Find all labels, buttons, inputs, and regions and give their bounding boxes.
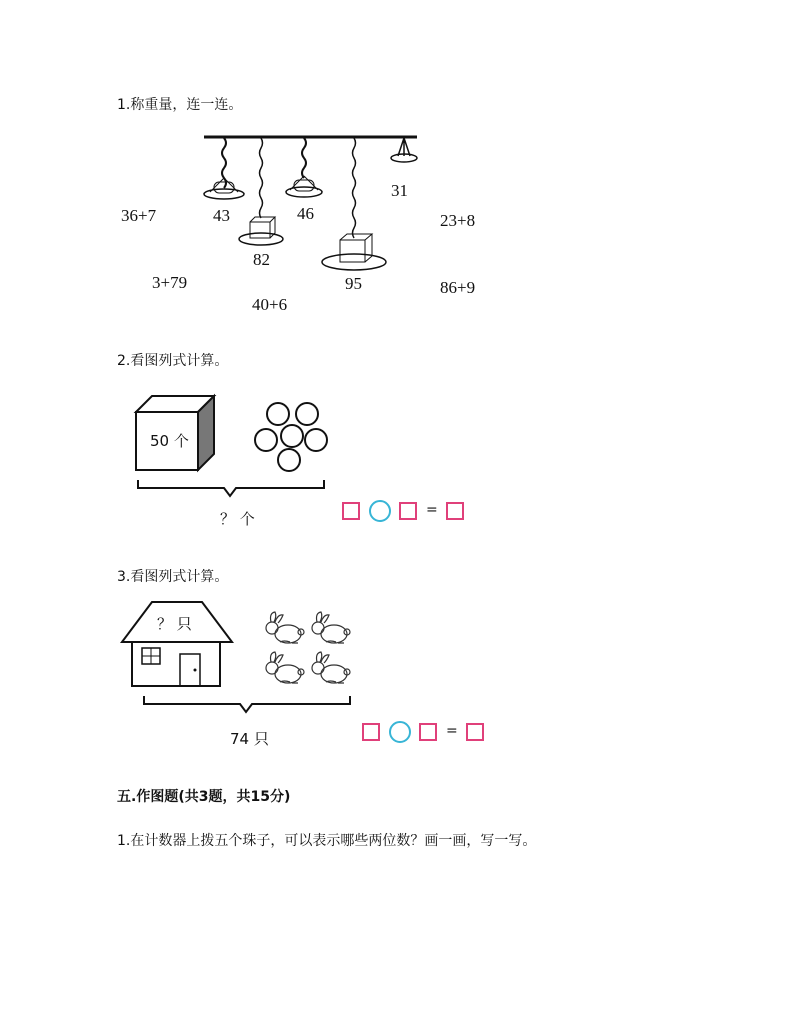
expr-23-8: 23+8 bbox=[440, 211, 476, 230]
house-label: ？ 只 bbox=[157, 615, 192, 633]
answer-box[interactable] bbox=[446, 502, 464, 520]
expr-36-7: 36+7 bbox=[121, 206, 157, 225]
section-heading: 五.作图题(共3题，共15分) bbox=[117, 789, 291, 805]
weight-95: 95 bbox=[345, 274, 362, 293]
brace-label: ？ 个 bbox=[220, 510, 255, 528]
weight-31: 31 bbox=[391, 181, 408, 200]
expr-40-6: 40+6 bbox=[252, 295, 288, 314]
rabbits-figure bbox=[262, 610, 358, 690]
six-circles-figure bbox=[250, 400, 330, 474]
balance-scale-figure bbox=[200, 130, 430, 280]
brace bbox=[136, 478, 326, 500]
expr-3-79: 3+79 bbox=[152, 273, 188, 292]
q2-title: 2.看图列式计算。 bbox=[117, 353, 229, 369]
brace bbox=[142, 694, 352, 716]
cube-label: 50 个 bbox=[150, 432, 189, 450]
expr-86-9: 86+9 bbox=[440, 278, 476, 297]
s5-q1-text: 1.在计数器上拨五个珠子，可以表示哪些两位数？画一画，写一写。 bbox=[117, 833, 537, 849]
answer-box[interactable] bbox=[466, 723, 484, 741]
weight-46: 46 bbox=[297, 204, 314, 223]
answer-box[interactable] bbox=[419, 723, 437, 741]
answer-box[interactable] bbox=[399, 502, 417, 520]
answer-box[interactable] bbox=[362, 723, 380, 741]
equals-sign: = bbox=[426, 502, 438, 518]
equals-sign: = bbox=[446, 723, 458, 739]
weight-43: 43 bbox=[213, 206, 230, 225]
q3-title: 3.看图列式计算。 bbox=[117, 569, 229, 585]
brace-label: 74 只 bbox=[230, 730, 269, 748]
answer-box[interactable] bbox=[342, 502, 360, 520]
operator-circle[interactable] bbox=[389, 721, 411, 743]
operator-circle[interactable] bbox=[369, 500, 391, 522]
q1-title: 1.称重量，连一连。 bbox=[117, 97, 243, 113]
weight-82: 82 bbox=[253, 250, 270, 269]
